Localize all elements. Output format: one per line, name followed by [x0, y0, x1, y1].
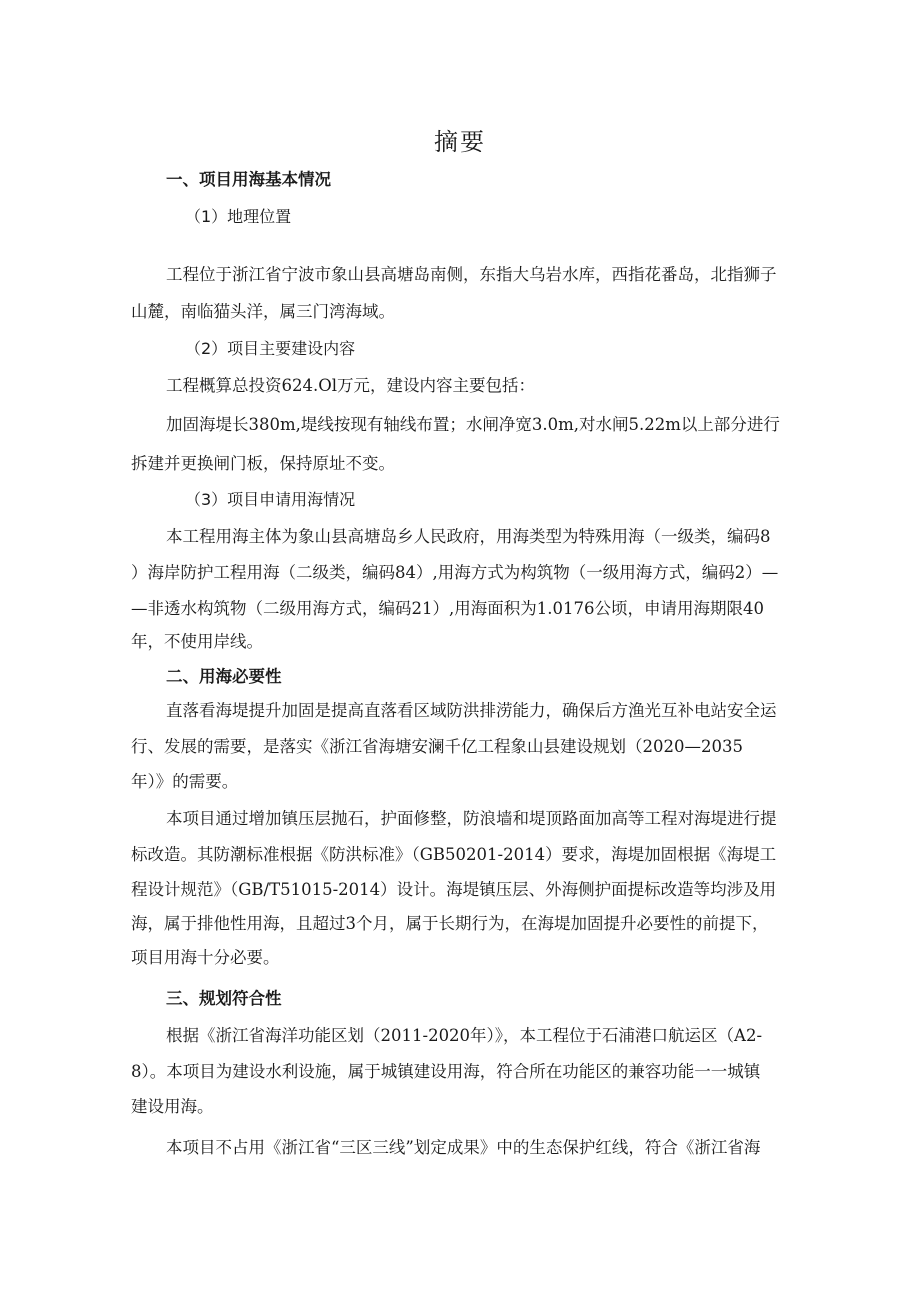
paragraph-line: 本项目不占用《浙江省“三区三线”划定成果》中的生态保护红线，符合《浙江省海 [166, 1138, 761, 1157]
page-title: 摘要 [434, 128, 486, 156]
paragraph-line: 拆建并更换闸门板，保持原址不变。 [131, 454, 395, 473]
paragraph-line: 本工程用海主体为象山县高塘岛乡人民政府，用海类型为特殊用海（一级类，编码8 [166, 527, 771, 546]
section-heading-2: 二、用海必要性 [166, 667, 282, 686]
paragraph-line: 年）》的需要。 [131, 772, 239, 791]
paragraph-line: 8）。本项目为建设水利设施，属于城镇建设用海，符合所在功能区的兼容功能一一城镇 [131, 1062, 761, 1081]
subheading-location: （1）地理位置 [185, 207, 292, 226]
paragraph-line: 加固海堤长380m,堤线按现有轴线布置；水闸净宽3.0m,对水闸5.22m以上部分进行 [166, 415, 780, 434]
paragraph-line: 建设用海。 [131, 1097, 214, 1116]
paragraph-line: 本项目通过增加镇压层抛石，护面修整，防浪墙和堤顶路面加高等工程对海堤进行提 [166, 809, 777, 828]
paragraph-line: 工程概算总投资624.Ol万元，建设内容主要包括： [166, 376, 536, 395]
paragraph-line: 年，不使用岸线。 [131, 632, 263, 651]
subheading-construction: （2）项目主要建设内容 [185, 339, 356, 358]
paragraph-line: 海，属于排他性用海，且超过3个月，属于长期行为，在海堤加固提升必要性的前提下， [131, 914, 769, 933]
section-heading-1: 一、项目用海基本情况 [166, 170, 331, 189]
paragraph-line: 根据《浙江省海洋功能区划（2011-2020年）》，本工程位于石浦港口航运区（A2- [166, 1026, 763, 1045]
paragraph-line: ）海岸防护工程用海（二级类，编码84）,用海方式为构筑物（一级用海方式，编码2）— [131, 563, 779, 582]
paragraph-line: —非透水构筑物（二级用海方式，编码21）,用海面积为1.0176公顷，申请用海期限40 [131, 599, 764, 618]
paragraph-line: 山麓，南临猫头洋，属三门湾海域。 [131, 302, 395, 321]
paragraph-line: 标改造。其防潮标准根据《防洪标准》（GB50201-2014）要求，海堤加固根据《海堤工 [131, 845, 777, 864]
paragraph-line: 行、发展的需要，是落实《浙江省海塘安澜千亿工程象山县建设规划（2020—2035 [131, 737, 743, 756]
paragraph-line: 项目用海十分必要。 [131, 948, 280, 967]
subheading-application: （3）项目申请用海情况 [185, 490, 356, 509]
paragraph-line: 工程位于浙江省宁波市象山县高塘岛南侧，东指大乌岩水库，西指花番岛，北指狮子 [166, 265, 777, 284]
section-heading-3: 三、规划符合性 [166, 989, 282, 1008]
paragraph-line: 程设计规范》（GB/T51015-2014）设计。海堤镇压层、外海侧护面提标改造等均涉及用 [131, 880, 777, 899]
paragraph-line: 直落看海堤提升加固是提高直落看区域防洪排涝能力，确保后方渔光互补电站安全运 [166, 701, 777, 720]
